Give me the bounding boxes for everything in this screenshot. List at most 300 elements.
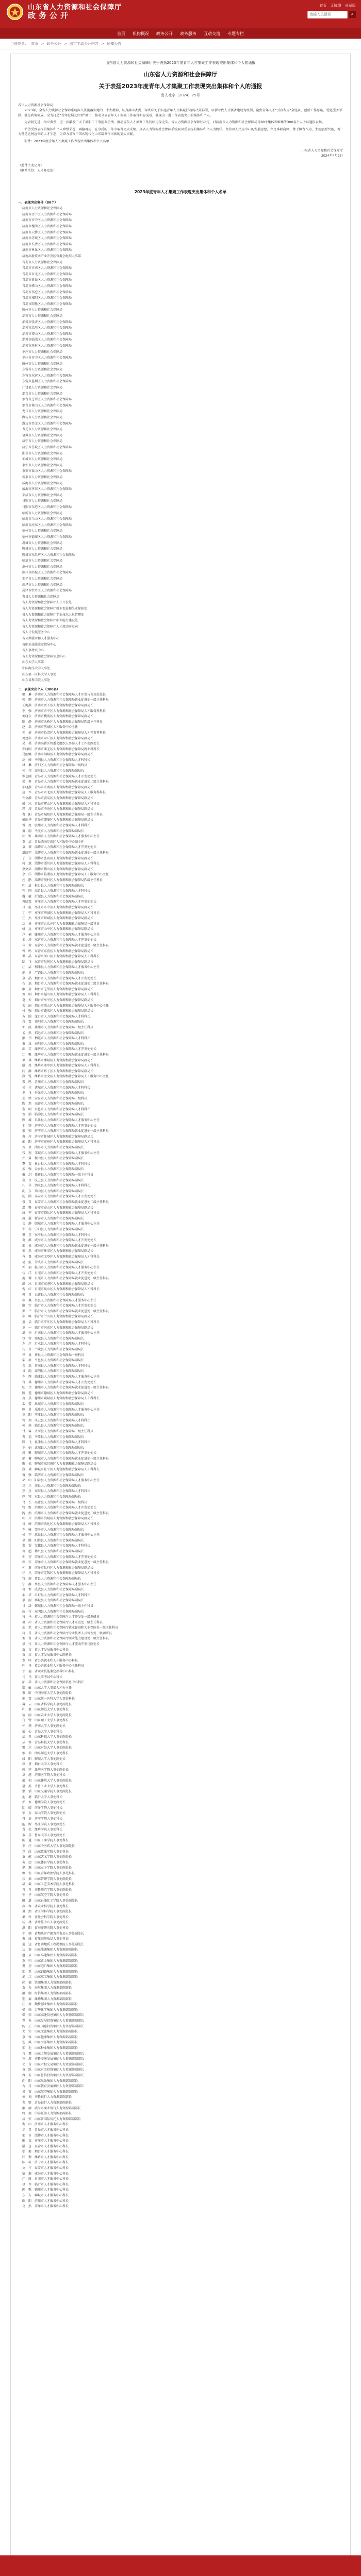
list-item: 夏 天 烟台市牟平区人力资源和社会保障局副局长 bbox=[22, 998, 94, 1003]
list-item: 欧 阳 滨州市人才服务中心科长 bbox=[22, 2199, 69, 2203]
body-paragraph: 希望受到表扬的集体和个人珍惜荣誉，再接再厉，在今后的工作中取得更大成绩。全省人力资源社会保障系统要以受表扬的集体和个人为榜样，坚持以人民为中心的发展思想，立足本职岗位，勇于担当作为，主动创新突破，着力营造近悦远来的人才生态，为奋力谱写中国式现代化山东篇章作出新的更大贡献。 bbox=[18, 127, 340, 137]
list-item: 牛 顿 省地质矿产勘查开发局人事处副处长 bbox=[22, 1931, 85, 1936]
list-item: 宋晓燕 青岛市市南区人力资源和社会保障局副局长 bbox=[22, 785, 94, 789]
list-item: 车 辉 临沭县人力资源和社会保障局人才服务中心主任 bbox=[22, 1375, 100, 1379]
list-item: 中国海洋大学人事处 bbox=[22, 666, 51, 670]
list-item: 洪 亮 沂南县人力资源和社会保障局人才服务中心主任 bbox=[22, 1331, 100, 1335]
list-item: 管 理 庆云县人力资源和社会保障局人才科科长 bbox=[22, 1418, 91, 1422]
list-item: 景 行 省人力资源和社会保障厅人才流动开发司副处长 bbox=[22, 1642, 100, 1647]
list-item: 国 栋 济宁市人才服务中心科长 bbox=[22, 2161, 69, 2165]
list-item: 东 方 聊城市人才服务中心科长 bbox=[22, 2194, 69, 2198]
list-item: 暴 雨 郓城县人力资源和社会保障局副局长 bbox=[22, 1599, 85, 1603]
list-item: 苍 松 潍坊学院人事处科长 bbox=[22, 1828, 63, 1832]
list-item: 尹 琪 潍坊市潍城区人力资源和社会保障局副局长 bbox=[22, 1058, 94, 1062]
list-item: 郑晓明 济南市莱芜区人力资源和社会保障局就业科科长 bbox=[22, 747, 100, 751]
breadcrumb-open-gov[interactable]: 政务公开 bbox=[46, 42, 61, 46]
list-item: 江 帆 潍坊市人力资源和社会保障局就业促进处一级主任科员 bbox=[22, 1053, 109, 1057]
list-item: 汪 洁 利津县人力资源和社会保障局人才服务中心主任 bbox=[22, 965, 100, 970]
list-item: 文 才 泰安市人才服务中心科长 bbox=[22, 2166, 69, 2171]
section-units-heading: 一、表现突出集体（80个） bbox=[18, 201, 58, 205]
list-item: 文 静 肥城市人力资源和社会保障局人才服务中心主任 bbox=[22, 1222, 100, 1226]
list-item: 曲阜市人力资源和社会保障局 bbox=[22, 451, 63, 455]
list-item: 车 骑 邹平市人力资源和社会保障局副局长 bbox=[22, 1528, 85, 1532]
list-item: 易 安 山东航空集团人力资源部副部长 bbox=[22, 2090, 78, 2094]
annex-title: 2023年度青年人才集聚工作表现突出集体和个人名单 bbox=[134, 190, 227, 195]
list-item: 曹 阳 青岛市城阳区人力资源和社会保障局一级主任科员 bbox=[22, 812, 103, 817]
list-item: 左 岸 沂水县人力资源和社会保障局人才科科长 bbox=[22, 1342, 91, 1346]
list-item: 郝 帅 济宁市人力资源和社会保障局就业促进处一级主任科员 bbox=[22, 1129, 109, 1133]
nav-item-services[interactable]: 政务服务 bbox=[180, 31, 196, 36]
list-item: 伊 凡 菏泽市定陶区人力资源和社会保障局人才科科长 bbox=[22, 1571, 100, 1575]
list-item: 包 容 郯城县人力资源和社会保障局副局长 bbox=[22, 1336, 85, 1341]
list-item: 殳 然 菏泽市人才服务中心科长 bbox=[22, 2205, 69, 2209]
list-item: 临沂市河东区人力资源和社会保障局 bbox=[22, 523, 72, 527]
list-item: 桑 梓 省社会科学院人事处科长 bbox=[22, 1915, 69, 1919]
list-item: 宁 静 单县人力资源和社会保障局人才服务中心主任 bbox=[22, 1582, 97, 1586]
list-item: 贾 明 烟台市福山区人力资源和社会保障局人才科科长 bbox=[22, 993, 100, 997]
list-item: 谷 峰 滨州市沾化区人力资源和社会保障局人才科科长 bbox=[22, 1522, 100, 1527]
nav-item-interaction[interactable]: 互动交流 bbox=[204, 31, 220, 36]
search-icon[interactable]: ⌕ bbox=[349, 11, 356, 18]
list-item: 农 夫 海尔集团人力资源部副部长 bbox=[22, 1986, 72, 1990]
list-item: 青岛市李沧区人力资源和社会保障局 bbox=[22, 290, 72, 294]
list-item: 袁 博 淄博市人力资源和社会保障局人才开发处处长 bbox=[22, 845, 97, 850]
list-item: 邢 悦 威海市人力资源和社会保障局就业促进处一级主任科员 bbox=[22, 1244, 109, 1248]
list-item: 宦 游 齐鲁交通发展集团人力资源部副部长 bbox=[22, 2057, 85, 2061]
list-item: 柴 扉 平邑县人力资源和社会保障局副局长 bbox=[22, 1359, 85, 1363]
list-item: 济南市槐荫区人力资源和社会保障局 bbox=[22, 225, 72, 229]
list-item: 逄 源 山东女子学院人事处副处长 bbox=[22, 1866, 72, 1870]
list-item: 纪 伟 德州市人力资源和社会保障局就业促进处一级主任科员 bbox=[22, 1386, 109, 1390]
list-item: 济南高新技术产业开发区管委会组织人事部 bbox=[22, 255, 81, 259]
list-item: 蔺 相 山东建筑大学人事处副处长 bbox=[22, 1778, 72, 1783]
nav-item-open-gov[interactable]: 政务公开 bbox=[156, 31, 173, 36]
nav-item-about[interactable]: 机构概况 bbox=[133, 31, 149, 36]
list-item: 祝 福 平原县人力资源和社会保障局副局长 bbox=[22, 1435, 85, 1439]
list-item: 任 杰 枣庄市峄城区人力资源和社会保障局副局长 bbox=[22, 917, 94, 921]
public-note: （此件主动公开） bbox=[18, 164, 44, 168]
list-item: 省人力资源和社会保障厅人才开发处 bbox=[22, 601, 72, 605]
list-item: 封 帆 聊城市人力资源和社会保障局人才开发处处长 bbox=[22, 1451, 97, 1455]
list-item: 何 伟 商河县人力资源和社会保障局副局长 bbox=[22, 769, 85, 773]
list-item: 省人力资源和社会保障信息中心 bbox=[22, 654, 66, 658]
list-item: 弓 长 高唐县人力资源和社会保障局一级科员 bbox=[22, 1500, 88, 1504]
list-item: 陶 然 高密市人力资源和社会保障局副局长 bbox=[22, 1102, 85, 1106]
list-item: 滕 飞 夏津县人力资源和社会保障局人才科科长 bbox=[22, 1440, 91, 1445]
list-item: 籍 贯 烟台大学人事处科长 bbox=[22, 1762, 63, 1767]
list-item: 省人力资源和社会保障厅职业能力建设处 bbox=[22, 619, 78, 623]
list-item: 单 一 临沂市河东区人力资源和社会保障局副局长 bbox=[22, 1326, 94, 1330]
list-item: 扶 摇 山东管理学院人事处副处长 bbox=[22, 1877, 72, 1881]
list-item: 边 塞 山东能源集团人力资源部副部长 bbox=[22, 1948, 78, 1952]
list-item: 枣庄市市中区人力资源和社会保障局 bbox=[22, 356, 72, 360]
list-item: 乔 羽 乳山市人力资源和社会保障局人才服务中心主任 bbox=[22, 1266, 100, 1270]
list-item: 廖 廓 威海市商业银行人力资源部副部长 bbox=[22, 2106, 81, 2110]
list-item: 龙 飞 寿光市人力资源和社会保障局副局长 bbox=[22, 1091, 85, 1095]
list-item: 广饶县人力资源和社会保障局 bbox=[22, 386, 63, 390]
list-item: 范 勇 广饶县人力资源和社会保障局副局长 bbox=[22, 971, 85, 975]
link-home[interactable]: 首页 bbox=[319, 4, 327, 8]
list-item: 叶 舟 省公共就业和人才服务中心主任科员 bbox=[22, 1664, 85, 1668]
list-item: 滕州市人力资源和社会保障局 bbox=[22, 362, 63, 366]
list-item: 庄 周 魏桥创业集团人力资源部副部长 bbox=[22, 2003, 78, 2007]
list-item: 浦 江 山东重工集团人力资源部副部长 bbox=[22, 1975, 78, 1979]
list-item: 王海燕 济南市历下区人力资源和社会保障局副局长 bbox=[22, 703, 94, 707]
list-item: 侯 宇 惠民县人力资源和社会保障局人才服务中心主任 bbox=[22, 1533, 100, 1537]
list-item: 居 安 山东省国际信托人力资源部副部长 bbox=[22, 2117, 81, 2121]
list-item: 华 峰 临沂市兰山区人力资源和社会保障局副局长 bbox=[22, 1315, 94, 1319]
site-name: 政务公开 bbox=[28, 10, 72, 20]
list-item: 姚 远 枣庄市山亭区人力资源和社会保障局副局长 bbox=[22, 927, 94, 931]
link-accessibility[interactable]: 无障碍 bbox=[330, 4, 341, 8]
list-item: 习 惯 山东土地发展集团人力资源部副部长 bbox=[22, 2052, 85, 2056]
list-item: 田 野 莱西市人力资源和社会保障局人才服务中心主任 bbox=[22, 835, 100, 839]
list-item: 曹县人力资源和社会保障局 bbox=[22, 595, 60, 599]
list-item: 宫 商 曹县人力资源和社会保障局副局长 bbox=[22, 1577, 81, 1581]
list-item: 省人事考试中心 bbox=[22, 649, 44, 653]
list-item: 董 洁 青岛西海岸新区人才服务中心副主任 bbox=[22, 840, 85, 844]
signature-org: 山东省人力资源和社会保障厅 bbox=[301, 148, 343, 152]
list-item: 冉 冉 齐鲁师范学院人事处副处长 bbox=[22, 1888, 72, 1892]
list-item: 崔 莹 东营市人力资源和社会保障局就业促进处一级主任科员 bbox=[22, 944, 109, 948]
search-input[interactable] bbox=[307, 11, 348, 19]
list-item: 滨州市滨城区人力资源和社会保障局 bbox=[22, 571, 72, 575]
list-item: 山东第一医科大学人事处 bbox=[22, 672, 57, 676]
list-item: 张 鹏 济南市人力资源和社会保障局就业促进处一级主任科员 bbox=[22, 698, 109, 702]
nav-item-home[interactable]: 首页 bbox=[117, 31, 125, 36]
list-item: 巴 特 冠县人力资源和社会保障局副局长 bbox=[22, 1495, 81, 1499]
list-item: 璩 然 省医学科学院人事处副处长 bbox=[22, 1910, 72, 1914]
list-item: 荣成市人力资源和社会保障局 bbox=[22, 493, 63, 497]
list-item: 阙 歌 德州市人才服务中心科长 bbox=[22, 2188, 69, 2192]
list-item: 全 胜 阳信县人力资源和社会保障局副局长 bbox=[22, 1538, 85, 1543]
list-item: 青岛市人力资源和社会保障局 bbox=[22, 260, 63, 264]
list-item: 扈 从 山东高速集团人力资源部副部长 bbox=[22, 1953, 78, 1957]
list-item: 潍坊市奎文区人力资源和社会保障局 bbox=[22, 421, 72, 426]
signature-block bbox=[18, 148, 343, 159]
list-item: 党 政 山东政法学院人事处科长 bbox=[22, 1850, 69, 1854]
list-item: 丁 宁 枣庄市薛城区人力资源和社会保障局人才科科长 bbox=[22, 911, 100, 915]
list-item: 魏 敏 沂源县人力资源和社会保障局副局长 bbox=[22, 894, 85, 899]
list-item: 靳 松 聊城市东昌府区人力资源和社会保障局副局长 bbox=[22, 1462, 97, 1466]
breadcrumb-notices[interactable]: 通知公告 bbox=[107, 42, 122, 46]
list-item: 淄博市人力资源和社会保障局 bbox=[22, 314, 63, 318]
list-item: 山东省科学院人事处 bbox=[22, 679, 51, 683]
list-item: 史 婷 安丘市人力资源和社会保障局一级科员 bbox=[22, 1096, 88, 1100]
list-item: 池 塘 临沂大学人事处科长 bbox=[22, 1795, 63, 1799]
list-item: 万 里 曲阜市人力资源和社会保障局副局长 bbox=[22, 1146, 85, 1150]
list-item: 司 马 省人事考试中心科长 bbox=[22, 1675, 63, 1679]
list-item: 萧 雨 平度市人力资源和社会保障局副局长 bbox=[22, 829, 85, 833]
list-item: 蒲 公 青岛大学人事处科长 bbox=[22, 1730, 63, 1734]
list-item: 劳 动 山东体育学院人事处科长 bbox=[22, 1860, 69, 1865]
list-item: 胶州市人力资源和社会保障局 bbox=[22, 308, 63, 312]
list-item: 彭丽华 青岛市即墨区人力资源和社会保障局副局长 bbox=[22, 818, 94, 822]
list-item: 卞 娟 武城县人力资源和社会保障局副局长 bbox=[22, 1446, 85, 1450]
article-container bbox=[10, 54, 351, 2576]
list-item: 郏 然 山东钢铁集团人力资源部副部长 bbox=[22, 1970, 78, 1974]
list-item: 路 遥 德州市德城区人力资源和社会保障局副局长 bbox=[22, 1391, 94, 1395]
list-item: 房 晨 德州市陵城区人力资源和社会保障局人才科科长 bbox=[22, 1397, 100, 1401]
list-item: 仰 望 菏泽市人力资源和社会保障局人才开发处处长 bbox=[22, 1555, 97, 1559]
list-item: 阎 王 山东国惠投资集团人力资源部副部长 bbox=[22, 2024, 85, 2028]
list-item: 郗 雯 无棣县人力资源和社会保障局人才科科长 bbox=[22, 1544, 91, 1548]
list-item: 东营市垦利区人力资源和社会保障局 bbox=[22, 380, 72, 384]
list-item: 菏泽市人力资源和社会保障局 bbox=[22, 583, 63, 587]
org-name: 山东省人力资源和社会保障厅 bbox=[28, 3, 122, 11]
list-item: 从 容 青岛科技大学人事处科长 bbox=[22, 1740, 69, 1744]
list-item: 武 术 省人力资源和社会保障厅就业促进和失业保险处一级主任科员 bbox=[22, 1626, 119, 1630]
list-item: 幸 福 省职业技能鉴定指导中心科长 bbox=[22, 1670, 75, 1674]
body-paragraph: 为表扬先进、树立典型，进一步激发广大干部职工干事创业热情，推动青年人才集聚工作持续走深走实，省人力资源社会保障厅决定，对济南市人力资源和社会保障局等80个集体和姬琳等300名个人予以通报表扬。 bbox=[24, 121, 325, 125]
list-item: 衡 山 济南市人才服务中心科长 bbox=[22, 2123, 69, 2127]
list-item: 高 峰 平阴县人力资源和社会保障局人才科科长 bbox=[22, 758, 91, 762]
list-item: 邰 然 山东科技大学人事处副处长 bbox=[22, 1735, 72, 1739]
list-item: 德州市人力资源和社会保障局 bbox=[22, 529, 63, 533]
list-item: 刘 备 省人力资源和社会保障厅职业能力建设处一级主任科员 bbox=[22, 1637, 109, 1641]
list-item: 淄博市博山区人力资源和社会保障局 bbox=[22, 332, 72, 336]
list-item: 赵 磊 济南市历城区人才服务中心主任 bbox=[22, 725, 78, 730]
list-item: 廖 芳 烟台市芝罘区人力资源和社会保障局副局长 bbox=[22, 987, 94, 991]
list-item: 瞿 秋 山东发展投资集团人力资源部副部长 bbox=[22, 2019, 85, 2023]
list-item: 乌 兰 莘县人力资源和社会保障局副局长 bbox=[22, 1484, 81, 1488]
list-item: 燕 归 山东黄金集团人力资源部副部长 bbox=[22, 1959, 78, 1963]
list-item: 贡 献 山东艺术学院人事处副处长 bbox=[22, 1855, 72, 1859]
list-item: 姬 琳 济南市人力资源和社会保障局人才开发与市场处处长 bbox=[22, 692, 106, 697]
list-item: 晏 殊 万华化学集团人力资源部副部长 bbox=[22, 2008, 78, 2012]
list-item: 柴 荣 山东高速信息集团人力资源部副部长 bbox=[22, 2013, 85, 2018]
list-item: 姬 发 山东青年政治学院人事处科长 bbox=[22, 1872, 75, 1876]
list-item: 赖 宁 潍坊医学院人事处副处长 bbox=[22, 1768, 69, 1772]
list-item: 邹城市人力资源和社会保障局 bbox=[22, 457, 63, 462]
list-item: 罗志刚 青岛市人力资源和社会保障局人才开发处处长 bbox=[22, 774, 97, 778]
list-item: 严 肃 微山县人力资源和社会保障局副局长 bbox=[22, 1157, 85, 1161]
list-item: 潘晓宇 淄博市人力资源和社会保障局就业促进处一级主任科员 bbox=[22, 851, 109, 855]
list-item: 汤 圆 泰安市人力资源和社会保障局人才开发处处长 bbox=[22, 1195, 97, 1199]
list-item: 诸城市人力资源和社会保障局 bbox=[22, 433, 63, 437]
list-item: 闻 道 山东工商学院人事处科长 bbox=[22, 1839, 69, 1843]
list-item: 烟台市人力资源和社会保障局 bbox=[22, 392, 63, 396]
section-persons-heading: 二、表现突出个人（300名） bbox=[18, 687, 60, 691]
list-item: 泰安市泰山区人力资源和社会保障局 bbox=[22, 469, 72, 473]
list-item: 匡 衡 潍坊市人才服务中心科长 bbox=[22, 2155, 69, 2159]
list-item: 陆 飞 东营市垦利区人力资源和社会保障局副局长 bbox=[22, 960, 94, 964]
list-item: 康 宁 泰安市岱岳区人力资源和社会保障局人才科科长 bbox=[22, 1211, 100, 1215]
body-paragraph: 2023年，全省人力资源社会保障系统深入贯彻落实党的二十大精神，认真落实省委、省政府关于实施青年人才集聚行动的决策部署，以新时代人才强省建设为统领，聚焦青年人才“引育留用”全链条，创新工作思路，优化服务举措，强化政策集成，全力打造“青年发展友好型”城市，推动全省青年人才集聚工作取得明显成效，涌现出一批工作表现突出的集体和个人。 bbox=[18, 108, 342, 117]
list-item: 薛 亮 潍坊市寒亭区人力资源和社会保障局人才科科长 bbox=[22, 1064, 100, 1068]
list-item: 双 喜 鲁东大学人事处副处长 bbox=[22, 1833, 66, 1837]
breadcrumb-prefix: 当前位置： bbox=[10, 42, 28, 46]
unit-list bbox=[18, 206, 343, 684]
list-item: 鲍 勇 乐陵市人力资源和社会保障局人才服务中心主任 bbox=[22, 1408, 100, 1412]
list-item: 戈 壁 青岛银行人力资源部副部长 bbox=[22, 2100, 72, 2105]
list-item: 颜 冰 日照市东港区人力资源和社会保障局副局长 bbox=[22, 1282, 94, 1286]
main-nav bbox=[0, 28, 361, 39]
breadcrumb-content[interactable]: 法定主动公开内容 bbox=[69, 42, 99, 46]
list-item: 郦 道 山东石油化工学院人事处副处长 bbox=[22, 1899, 78, 1903]
list-item: 莘 庄 山东中医药大学人事处副处长 bbox=[22, 1844, 75, 1849]
list-item: 石 岩 兰陵县人力资源和社会保障局副局长 bbox=[22, 1348, 85, 1352]
list-item: 菏泽市牡丹区人力资源和社会保障局 bbox=[22, 589, 72, 593]
list-item: 齐 鲁 威海市文登区人力资源和社会保障局人才科科长 bbox=[22, 1255, 100, 1259]
site-logo[interactable] bbox=[6, 3, 122, 21]
breadcrumb-sep: > bbox=[63, 42, 67, 46]
list-item: 余 洋 淄博市临淄区人力资源和社会保障局人才服务中心主任 bbox=[22, 873, 109, 877]
list-item: 邹 凯 莱州市人力资源和社会保障局一级主任科员 bbox=[22, 1025, 94, 1029]
list-item: 别 离 潍柴集团人力资源部副部长 bbox=[22, 1997, 72, 2001]
list-item: 慎 独 齐鲁银行人力资源部副部长 bbox=[22, 2095, 72, 2099]
list-item: 梁 爽 青岛市人力资源和社会保障局就业促进处二级主任科员 bbox=[22, 780, 109, 784]
list-item: 威海市人力资源和社会保障局 bbox=[22, 481, 63, 485]
list-item: 泰安市人力资源和社会保障局 bbox=[22, 463, 63, 467]
list-item: 郁 金 泰山学院人事处副处长 bbox=[22, 1811, 66, 1816]
list-item: 省人力资源和社会保障厅人才流动开发司 bbox=[22, 624, 78, 629]
list-item: 尚 德 浪潮集团人力资源部副部长 bbox=[22, 1980, 72, 1985]
list-item: 济南市历下区人力资源和社会保障局 bbox=[22, 212, 72, 216]
attachment-note[interactable]: 附件：2023年度青年人才集聚工作表现突出集体和个人名单 bbox=[24, 139, 109, 143]
search-box bbox=[307, 11, 356, 19]
list-item: 童 话 临沂市罗庄区人力资源和社会保障局人才科科长 bbox=[22, 1320, 100, 1325]
list-item: 省人力资源和社会保障厅就业促进和失业保险处 bbox=[22, 607, 88, 611]
salutation: 各市人力资源社会保障局： bbox=[18, 104, 57, 107]
site-header bbox=[0, 0, 361, 28]
list-item: 富 强 临清市人力资源和社会保障局副局长 bbox=[22, 1473, 85, 1477]
list-item: 邵 阳 济宁市兖州区人力资源和社会保障局人才科科长 bbox=[22, 1140, 100, 1144]
list-item: 陈 静 济南市天桥区人力资源和社会保障局四级主任科员 bbox=[22, 720, 103, 724]
list-item: 刘晓东 济南市槐荫区人力资源和社会保障局副局长 bbox=[22, 715, 94, 719]
list-item: 安 然 威海市环翠区人力资源和社会保障局副局长 bbox=[22, 1249, 94, 1253]
list-item: 韦 丽 烟台市莱山区人力资源和社会保障局人才服务中心主任 bbox=[22, 1004, 109, 1008]
list-item: 程 刚 高青县人力资源和社会保障局人才科科长 bbox=[22, 889, 91, 893]
list-item: 庞 博 日照市人力资源和社会保障局就业促进处一级主任科员 bbox=[22, 1277, 109, 1281]
list-item: 束 岩 省人才发展服务中心副科长 bbox=[22, 1653, 72, 1657]
list-item: 禄 存 临沂市人才服务中心科长 bbox=[22, 2182, 69, 2187]
list-item: 柳 青 五莲县人力资源和社会保障局副局长 bbox=[22, 1293, 85, 1297]
list-item: 甘 霖 齐河县人力资源和社会保障局一级主任科员 bbox=[22, 1429, 94, 1433]
article-header-title: 山东省人力资源和社会保障厅关于表扬2023年度青年人才集聚工作表现突出集体和个人的通报 bbox=[105, 61, 256, 65]
list-item: 戎 马 省人力资源和社会保障厅人才开发处一级调研员 bbox=[22, 1615, 100, 1619]
list-item: 山 川 滨州市滨城区人力资源和社会保障局副局长 bbox=[22, 1517, 94, 1521]
issuer-name: 山东省人力资源和社会保障厅 bbox=[143, 71, 218, 78]
list-item: 唐 军 青岛市市北区人力资源和社会保障局人才服务科科长 bbox=[22, 791, 106, 795]
site-footer bbox=[0, 2555, 361, 2576]
list-item: 白 鹭 山东理工大学人事处科长 bbox=[22, 1719, 69, 1723]
list-item: 冀 望 山东港口集团人力资源部副部长 bbox=[22, 1964, 78, 1969]
nav-item-topics[interactable]: 专题专栏 bbox=[227, 31, 244, 36]
list-item: 淄博市周村区人力资源和社会保障局 bbox=[22, 344, 72, 348]
list-item: 青岛市市南区人力资源和社会保障局 bbox=[22, 266, 72, 270]
list-item: 顾 城 昌乐县人力资源和社会保障局人才服务中心主任 bbox=[22, 1118, 100, 1123]
list-item: 焦 阳 宁津县人力资源和社会保障局副局长 bbox=[22, 1413, 85, 1417]
list-item: 祖 冲 省人力资源和社会保障厅人才开发处二级主任科员 bbox=[22, 1620, 103, 1624]
list-item: 韩 冰 青岛市崂山区人力资源和社会保障局人才科科长 bbox=[22, 802, 100, 806]
list-item: 隗 然 滨州市人力资源和社会保障局就业促进处二级主任科员 bbox=[22, 1511, 109, 1515]
list-item: 石 磊 烟台市人力资源和社会保障局就业促进处二级主任科员 bbox=[22, 982, 109, 986]
list-item: 翟 磊 莒南县人力资源和社会保障局人才科科长 bbox=[22, 1364, 91, 1368]
list-item: 潍坊市人力资源和社会保障局 bbox=[22, 416, 63, 420]
list-item: 林 琳 济阳区人力资源和社会保障局一级科员 bbox=[22, 764, 88, 768]
list-item: 钟 鸣 东营市东营区人力资源和社会保障局副局长 bbox=[22, 949, 94, 953]
list-item: 柯 南 临邑县人力资源和社会保障局副局长 bbox=[22, 1424, 85, 1428]
list-item: 钱 程 邹城市人力资源和社会保障局人才服务中心主任 bbox=[22, 1151, 100, 1155]
list-item: 耿 直 枣庄市人才服务中心科长 bbox=[22, 2139, 69, 2143]
list-item: 厉 行 东明县人力资源和社会保障局副局长 bbox=[22, 1609, 85, 1614]
person-list bbox=[18, 692, 343, 2210]
list-item: 日照市东港区人力资源和社会保障局 bbox=[22, 505, 72, 509]
list-item: 伍 洋 日照市人力资源和社会保障局人才开发处处长 bbox=[22, 1271, 97, 1275]
list-item: 青岛市城阳区人力资源和社会保障局 bbox=[22, 296, 72, 300]
list-item: 弘 毅 烟台市人才服务中心科长 bbox=[22, 2150, 69, 2154]
list-item: 山东大学人事部 bbox=[22, 660, 44, 665]
list-item: 黎 昕 中国海洋大学人事处副处长 bbox=[22, 1691, 72, 1696]
list-item: 常 青 泰安市人力资源和社会保障局就业促进处二级主任科员 bbox=[22, 1200, 109, 1204]
list-item: 牧 野 滨州市人力资源和社会保障局人才开发处处长 bbox=[22, 1506, 97, 1510]
list-item: 苏晓雪 枣庄市人力资源和社会保障局人才开发处处长 bbox=[22, 900, 97, 904]
list-item: 姜 涛 东营市人力资源和社会保障局人才开发处处长 bbox=[22, 938, 97, 942]
list-item: 闫 静 潍坊市坊子区人力资源和社会保障局副局长 bbox=[22, 1069, 94, 1073]
list-item: 甘 甜 鄄城县人力资源和社会保障局一级主任科员 bbox=[22, 1604, 94, 1608]
list-item: 仲 夏 菏泽市牡丹区人力资源和社会保障局副局长 bbox=[22, 1566, 94, 1570]
list-item: 许文静 青岛市黄岛区人力资源和社会保障局副局长 bbox=[22, 796, 94, 801]
breadcrumb bbox=[0, 39, 361, 49]
list-item: 德州市德城区人力资源和社会保障局 bbox=[22, 535, 72, 539]
list-item: 巫 山 阳谷县人力资源和社会保障局人才服务中心主任 bbox=[22, 1479, 100, 1483]
list-item: 临沂市人力资源和社会保障局 bbox=[22, 511, 63, 515]
list-item: 牛 犇 宁阳县人力资源和社会保障局副局长 bbox=[22, 1227, 85, 1231]
list-item: 蔡文华 淄博市博山区人力资源和社会保障局副局长 bbox=[22, 867, 94, 871]
list-item: 段 锐 潍坊市奎文区人力资源和社会保障局人才服务中心主任 bbox=[22, 1075, 109, 1079]
breadcrumb-home[interactable]: 首页 bbox=[31, 42, 39, 46]
list-item: 容 若 山东鲁信投资集团人力资源部副部长 bbox=[22, 2073, 85, 2077]
list-item: 淄博市临淄区人力资源和社会保障局 bbox=[22, 338, 72, 342]
list-item: 李 强 济南市市中区人力资源和社会保障局人才服务科科长 bbox=[22, 709, 106, 713]
header-tools bbox=[307, 3, 356, 19]
list-item: 卢 楠 滕州市人力资源和社会保障局人才服务中心主任 bbox=[22, 933, 100, 937]
list-item: 申 奥 莒县人力资源和社会保障局人才服务中心主任 bbox=[22, 1298, 97, 1302]
list-item: 班 超 博兴县人力资源和社会保障局副局长 bbox=[22, 1549, 85, 1553]
list-item: 胥 吏 济宁学院人事处科长 bbox=[22, 1817, 63, 1821]
list-item: 谭 晶 东营市河口区人力资源和社会保障局人才科科长 bbox=[22, 955, 100, 959]
list-item: 郜 敏 山东大学人事部人才办主任 bbox=[22, 1686, 72, 1690]
list-item: 步 青 青岛市人才服务中心科长 bbox=[22, 2128, 69, 2132]
list-item: 宿 雨 山东农业大学人事处副处长 bbox=[22, 1713, 72, 1717]
list-item: 金 晶 烟台市人力资源和社会保障局人才开发处处长 bbox=[22, 976, 97, 980]
list-item: 索 菲 曲阜师范大学人事处科长 bbox=[22, 1751, 69, 1755]
list-item: 龙 吟 省公共就业和人才服务中心科长 bbox=[22, 1658, 78, 1663]
list-item: 济南市长清区人力资源和社会保障局 bbox=[22, 242, 72, 246]
list-item: 符 号 省人力资源和社会保障厅专业技术人员管理处二级调研员 bbox=[22, 1631, 112, 1635]
list-item: 龚 玲 济宁市任城区人力资源和社会保障局副局长 bbox=[22, 1134, 94, 1139]
list-item: 龙口市人力资源和社会保障局 bbox=[22, 410, 63, 414]
breadcrumb-sep: > bbox=[101, 42, 105, 46]
list-item: 殷 实 临沂市人力资源和社会保障局人才开发处处长 bbox=[22, 1304, 97, 1308]
list-item: 宰 予 山东航空学院人事处科长 bbox=[22, 1893, 69, 1897]
list-item: 省人才发展服务中心 bbox=[22, 631, 51, 635]
list-item: 满 仓 东营市人才服务中心科长 bbox=[22, 2144, 69, 2148]
document-number: 鲁人社字〔2024〕25号 bbox=[161, 93, 200, 97]
link-elder-mode[interactable]: 长辈版 bbox=[345, 4, 356, 8]
list-item: 烟台市芝罘区人力资源和社会保障局 bbox=[22, 398, 72, 402]
list-item: 冯 涛 青岛市李沧区人力资源和社会保障局副局长 bbox=[22, 807, 94, 811]
list-item: 临沂市兰山区人力资源和社会保障局 bbox=[22, 517, 72, 521]
list-item: 崔 岚 费县人力资源和社会保障局一级科员 bbox=[22, 1353, 85, 1357]
article-title: 关于表扬2023年度青年人才集聚工作表现突出集体和个人的通报 bbox=[99, 82, 262, 90]
list-item: 方 圆 龙口市人力资源和社会保障局人才科科长 bbox=[22, 1014, 91, 1019]
list-item: 省公共就业和人才服务中心 bbox=[22, 637, 60, 641]
list-item: 储 蓄 聊城市人力资源和社会保障局就业促进处一级主任科员 bbox=[22, 1456, 109, 1461]
list-item: 宫 琪 德州市人力资源和社会保障局人才开发处处长 bbox=[22, 1380, 97, 1384]
list-item: 淄博市淄川区人力资源和社会保障局 bbox=[22, 326, 72, 330]
